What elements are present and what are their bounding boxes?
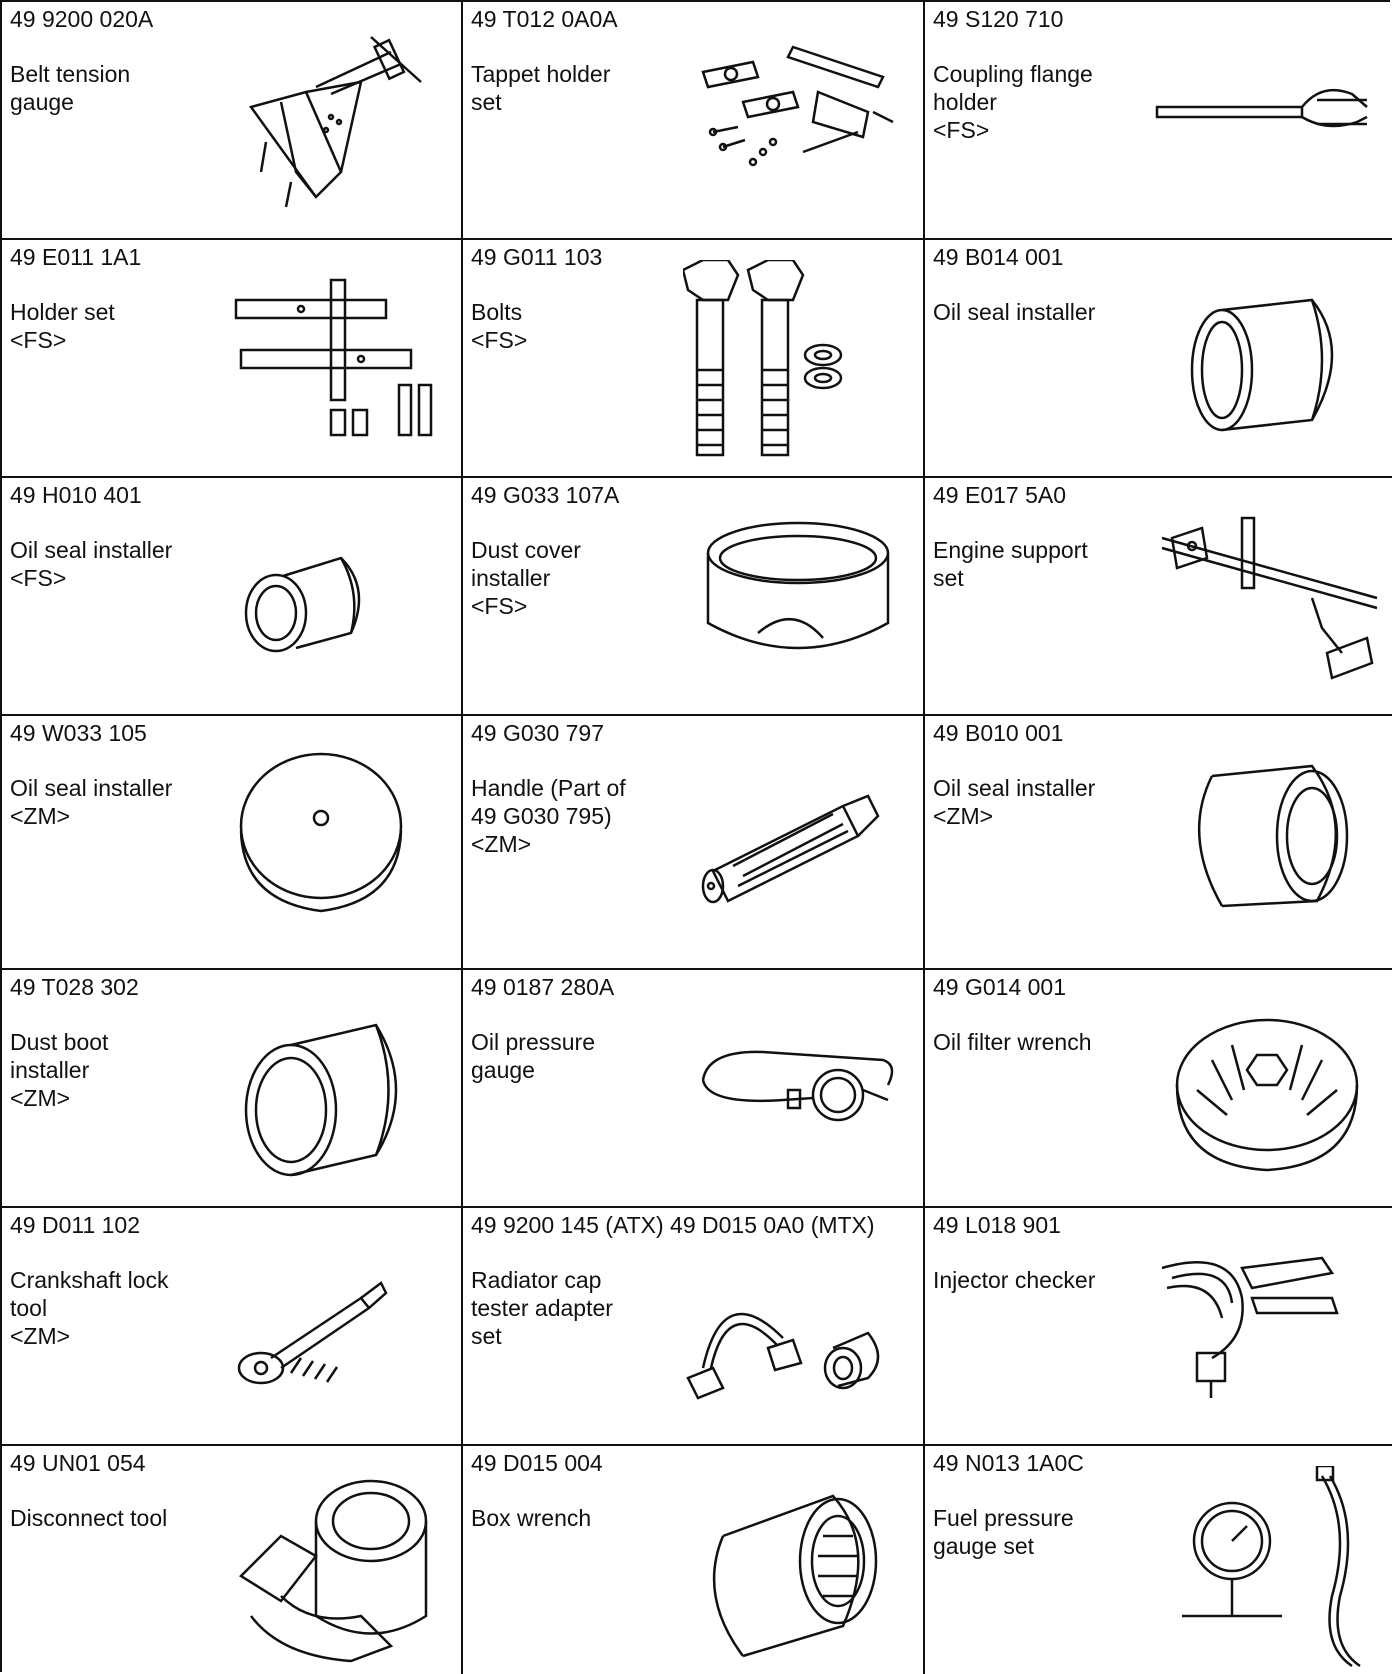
tool-cell bbox=[925, 1446, 1392, 1674]
tool-name: Oil seal installer <ZM> bbox=[10, 775, 173, 829]
handle-icon bbox=[683, 736, 913, 941]
part-number: 49 H010 401 bbox=[10, 482, 142, 508]
oil-seal-installer-icon bbox=[221, 736, 451, 941]
tool-cell bbox=[2, 2, 463, 240]
tappet-holder-set-icon bbox=[683, 22, 913, 227]
coupling-flange-holder-icon bbox=[1152, 22, 1382, 227]
tool-cell bbox=[463, 478, 925, 716]
oil-pressure-gauge-icon bbox=[683, 990, 913, 1195]
part-number: 49 W033 105 bbox=[10, 720, 147, 746]
part-number: 49 G033 107A bbox=[471, 482, 620, 508]
tool-cell bbox=[463, 970, 925, 1208]
part-number: 49 T028 302 bbox=[10, 974, 139, 1000]
bolts-icon bbox=[683, 260, 913, 465]
tool-name: Tappet holder set bbox=[471, 61, 611, 115]
dust-boot-installer-icon bbox=[221, 990, 451, 1195]
tool-name: Handle (Part of 49 G030 795) <ZM> bbox=[471, 775, 626, 857]
tool-name: Radiator cap tester adapter set bbox=[471, 1267, 613, 1349]
tool-name: Disconnect tool bbox=[10, 1505, 168, 1531]
radiator-cap-tester-adapter-icon bbox=[683, 1228, 913, 1433]
tool-name: Fuel pressure gauge set bbox=[933, 1505, 1074, 1559]
tool-name: Oil seal installer <ZM> bbox=[933, 775, 1096, 829]
injector-checker-icon bbox=[1152, 1228, 1382, 1433]
fuel-pressure-gauge-set-icon bbox=[1152, 1466, 1382, 1671]
tool-cell bbox=[2, 478, 463, 716]
tool-cell bbox=[463, 716, 925, 970]
tool-cell bbox=[463, 240, 925, 478]
oil-seal-installer-icon bbox=[221, 498, 451, 703]
tool-name: Belt tension gauge bbox=[10, 61, 131, 115]
tool-cell bbox=[925, 970, 1392, 1208]
part-number: 49 E011 1A1 bbox=[10, 244, 142, 270]
part-number: 49 G014 001 bbox=[933, 974, 1067, 1000]
tool-cell bbox=[2, 240, 463, 478]
oil-seal-installer-icon bbox=[1152, 260, 1382, 465]
part-number: 49 N013 1A0C bbox=[933, 1450, 1084, 1476]
tool-cell bbox=[2, 1446, 463, 1674]
tool-cell bbox=[2, 1208, 463, 1446]
part-number: 49 0187 280A bbox=[471, 974, 615, 1000]
part-number: 49 D015 004 bbox=[471, 1450, 603, 1476]
tool-cell bbox=[2, 716, 463, 970]
tool-cell bbox=[925, 478, 1392, 716]
box-wrench-icon bbox=[683, 1466, 913, 1671]
part-number: 49 L018 901 bbox=[933, 1212, 1061, 1238]
tool-cell bbox=[925, 1208, 1392, 1446]
tool-name: Bolts <FS> bbox=[471, 299, 528, 353]
tool-name: Oil pressure gauge bbox=[471, 1029, 595, 1083]
tool-name: Box wrench bbox=[471, 1505, 592, 1531]
tool-name: Crankshaft lock tool <ZM> bbox=[10, 1267, 169, 1349]
part-number: 49 D011 102 bbox=[10, 1212, 141, 1238]
tool-cell bbox=[925, 716, 1392, 970]
tool-name: Oil seal installer <FS> bbox=[10, 537, 173, 591]
crankshaft-lock-tool-icon bbox=[221, 1228, 451, 1433]
part-number: 49 E017 5A0 bbox=[933, 482, 1067, 508]
belt-tension-gauge-icon bbox=[221, 22, 451, 227]
tool-name: Dust boot installer <ZM> bbox=[10, 1029, 109, 1111]
dust-cover-installer-icon bbox=[683, 498, 913, 703]
part-number: 49 T012 0A0A bbox=[471, 6, 618, 32]
part-number: 49 B010 001 bbox=[933, 720, 1064, 746]
tool-name: Engine support set bbox=[933, 537, 1088, 591]
part-number: 49 G011 103 bbox=[471, 244, 603, 270]
tool-name: Oil seal installer bbox=[933, 299, 1096, 325]
tool-name: Injector checker bbox=[933, 1267, 1096, 1293]
holder-set-icon bbox=[221, 260, 451, 465]
oil-seal-installer-icon bbox=[1152, 736, 1382, 941]
tool-cell bbox=[463, 1446, 925, 1674]
tool-name: Oil filter wrench bbox=[933, 1029, 1092, 1055]
tool-name: Holder set <FS> bbox=[10, 299, 115, 353]
tool-cell bbox=[925, 240, 1392, 478]
engine-support-set-icon bbox=[1152, 498, 1382, 703]
part-number: 49 UN01 054 bbox=[10, 1450, 146, 1476]
part-number: 49 S120 710 bbox=[933, 6, 1064, 32]
tool-cell bbox=[463, 2, 925, 240]
tool-name: Coupling flange holder <FS> bbox=[933, 61, 1093, 143]
tool-name: Dust cover installer <FS> bbox=[471, 537, 581, 619]
oil-filter-wrench-icon bbox=[1152, 990, 1382, 1195]
tool-cell bbox=[925, 2, 1392, 240]
part-number: 49 G030 797 bbox=[471, 720, 605, 746]
tool-cell bbox=[2, 970, 463, 1208]
tool-cell bbox=[463, 1208, 925, 1446]
part-number: 49 B014 001 bbox=[933, 244, 1064, 270]
part-number: 49 9200 020A bbox=[10, 6, 154, 32]
part-number: 49 9200 145 (ATX) 49 D015 0A0 (MTX) bbox=[471, 1212, 875, 1238]
disconnect-tool-icon bbox=[221, 1466, 451, 1671]
